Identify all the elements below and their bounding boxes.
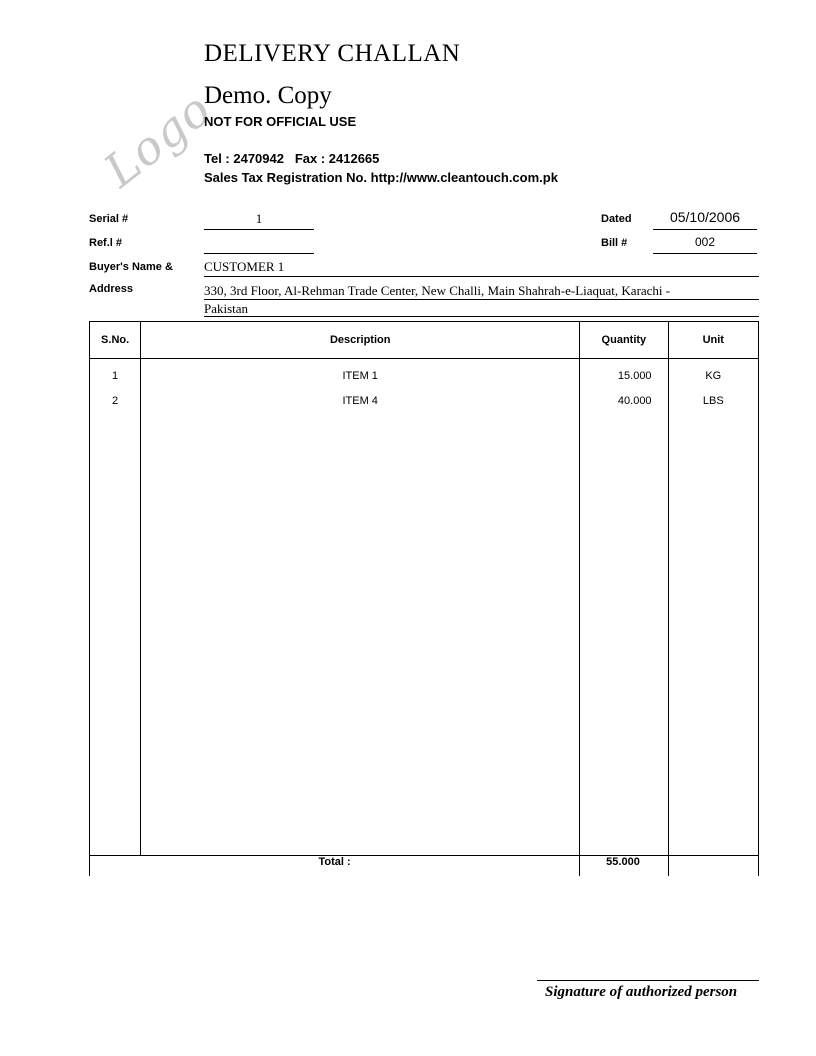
serial-label: Serial # <box>89 213 129 225</box>
col-header-sno: S.No. <box>90 322 141 359</box>
ref-label: Ref.l # <box>89 237 123 249</box>
contact-line: Tel : 2470942 Fax : 2412665 <box>204 151 380 166</box>
registration-line: Sales Tax Registration No. http://www.cleantouch.com.pk <box>204 170 558 185</box>
row-1-unit: KG <box>705 369 722 382</box>
col-header-description: Description <box>141 322 580 359</box>
bill-value: 002 <box>653 235 757 254</box>
total-quantity: 55.000 <box>580 856 668 877</box>
dated-label: Dated <box>601 213 632 225</box>
row-2-unit: LBS <box>702 394 724 407</box>
row-2-quantity: 40.000 <box>617 394 652 407</box>
total-row <box>90 856 759 877</box>
buyer-name: CUSTOMER 1 <box>204 259 759 277</box>
bill-label: Bill # <box>601 237 628 249</box>
row-2-sno: 2 <box>112 394 119 407</box>
items-table <box>89 321 759 876</box>
document-title: DELIVERY CHALLAN <box>204 40 461 67</box>
row-1-sno: 1 <box>112 369 119 382</box>
total-label: Total : <box>90 856 580 877</box>
serial-value: 1 <box>204 211 314 230</box>
table-body <box>90 359 759 856</box>
dated-value: 05/10/2006 <box>653 209 757 230</box>
row-1-quantity: 15.000 <box>617 369 652 382</box>
address-label: Address <box>89 283 134 295</box>
row-2-description: ITEM 4 <box>342 394 378 407</box>
ref-value <box>204 235 314 254</box>
official-use-notice: NOT FOR OFFICIAL USE <box>204 114 357 129</box>
row-1-description: ITEM 1 <box>342 369 378 382</box>
total-unit-cell <box>668 856 758 877</box>
table-header-row <box>90 322 759 359</box>
signature-line <box>537 980 759 981</box>
buyer-label: Buyer's Name & <box>89 261 173 273</box>
col-header-quantity: Quantity <box>580 322 668 359</box>
logo-watermark: Logo <box>94 81 222 198</box>
address-line-1: 330, 3rd Floor, Al-Rehman Trade Center, New Challi, Main Shahrah-e-Liaquat, Karachi - <box>204 283 759 300</box>
address-line-2: Pakistan <box>204 301 759 317</box>
signature-label: Signature of authorized person <box>545 984 738 1000</box>
company-name: Demo. Copy <box>204 82 332 109</box>
col-header-unit: Unit <box>668 322 758 359</box>
